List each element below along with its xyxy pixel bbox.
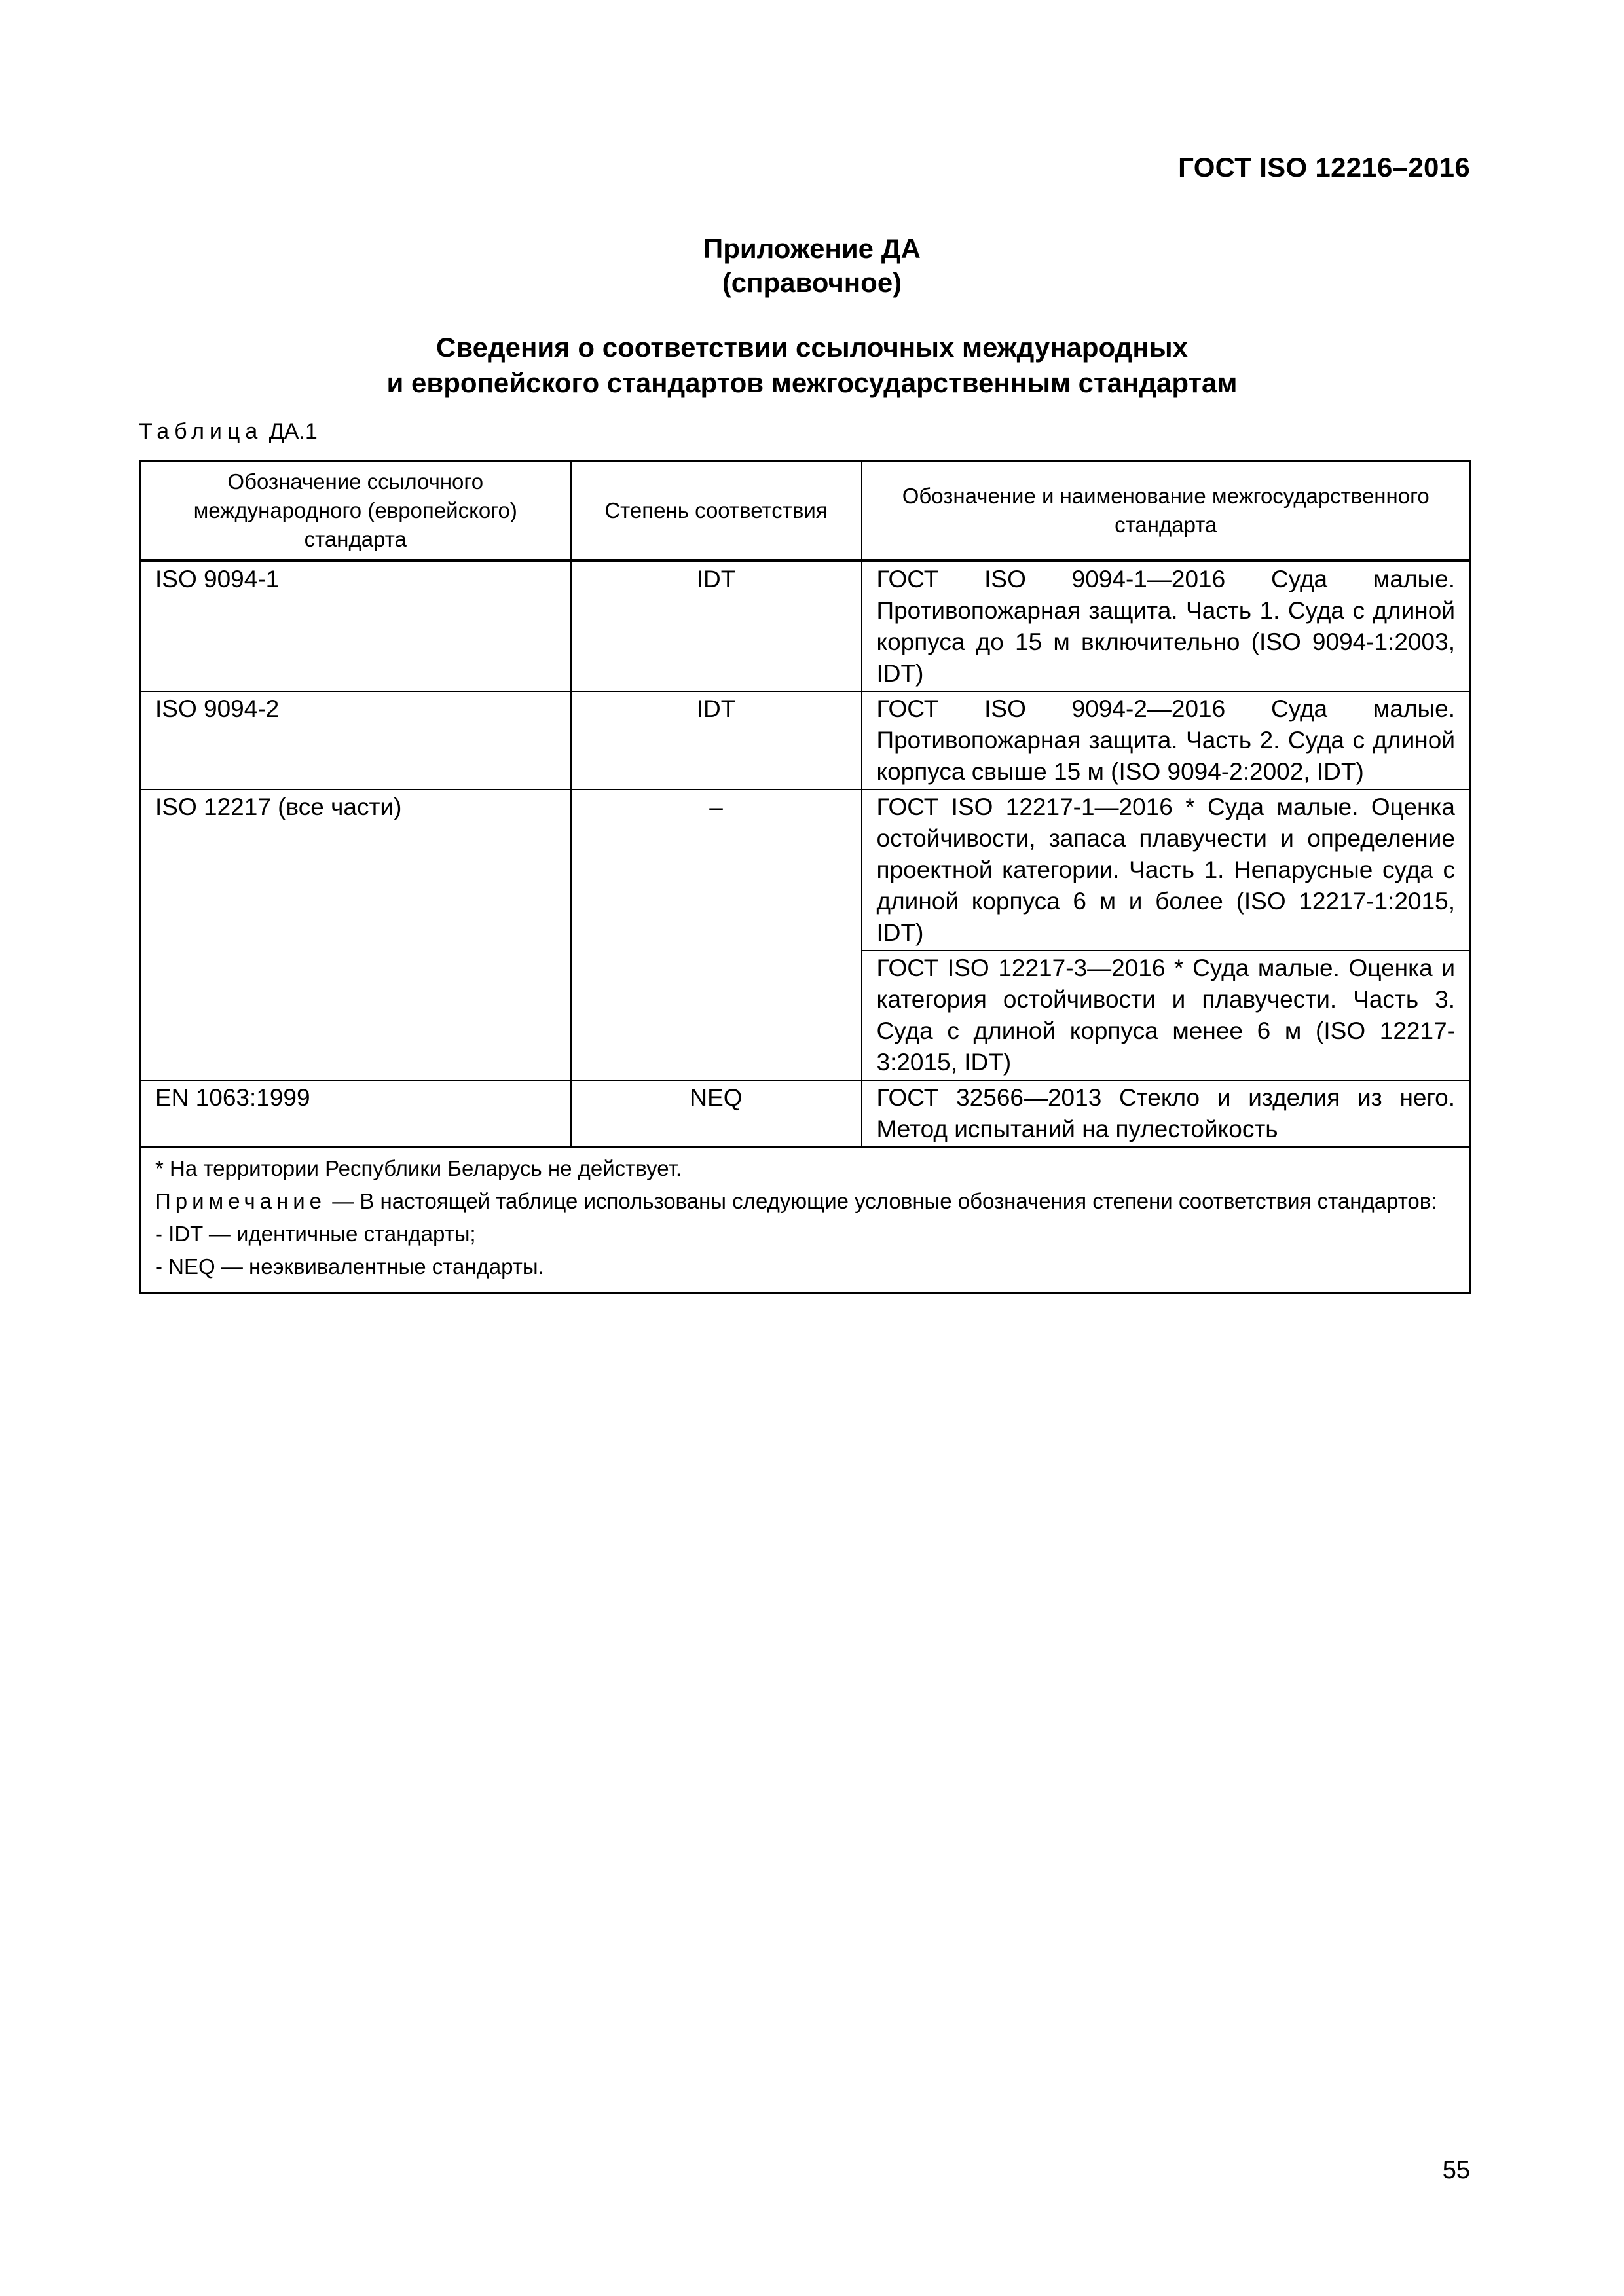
table-notes [140,1147,1471,1293]
cell-intl-code: ISO 12217 (все части) [140,790,571,1080]
cell-intl-code: ISO 9094-1 [140,561,571,692]
cell-intl-code: EN 1063:1999 [140,1080,571,1147]
table-caption [139,419,318,445]
appendix-type: (справочное) [722,267,902,298]
heading-line-1: Сведения о соответствии ссылочных международных [436,332,1188,363]
cell-degree: – [571,790,862,1080]
cell-intl-code: ISO 9094-2 [140,691,571,790]
table-caption-word: Таблица [139,419,263,444]
correspondence-table [139,460,1471,1294]
cell-interstate-name: ГОСТ ISO 9094-1—2016 Суда малые. Противопожарная защита. Часть 1. Суда с длиной корпуса до 15 м включительно (ISO 9094-1:2003, IDT) [862,561,1471,692]
note-text: — В настоящей таблице использованы следующие условные обозначения степени соответствия стандартов: [332,1189,1437,1213]
cell-degree: IDT [571,561,862,692]
table-footer-row [140,1147,1471,1293]
header-degree: Степень соответствия [571,462,862,561]
legend-neq: - NEQ — неэквивалентные стандарты. [155,1254,544,1279]
table-row [140,790,1471,951]
cell-degree: NEQ [571,1080,862,1147]
footnote: * На территории Республики Беларусь не действует. [155,1156,682,1180]
page-number: 55 [1442,2157,1470,2184]
appendix-title-block [0,232,1624,300]
header-intl-standard: Обозначение ссылочного международного (европейского) стандарта [140,462,571,561]
document-code: ГОСТ ISO 12216–2016 [1178,152,1470,183]
note-label: Примечание [155,1189,327,1213]
note [155,1187,1455,1216]
cell-interstate-name: ГОСТ ISO 9094-2—2016 Суда малые. Противопожарная защита. Часть 2. Суда с длиной корпуса свыше 15 м (ISO 9094-2:2002, IDT) [862,691,1471,790]
heading-line-2: и европейского стандартов межгосударственным стандартам [386,367,1238,398]
table-row [140,561,1471,692]
cell-interstate-name: ГОСТ 32566—2013 Стекло и изделия из него. Метод испытаний на пулестойкость [862,1080,1471,1147]
table-row [140,691,1471,790]
table-row [140,1080,1471,1147]
section-heading [0,330,1624,401]
table-header-row [140,462,1471,561]
table-caption-id: ДА.1 [268,419,318,444]
cell-interstate-name: ГОСТ ISO 12217-1—2016 * Суда малые. Оценка остойчивости, запаса плавучести и определение проектной категории. Часть 1. Непарусные суда с длиной корпуса 6 м и более (ISO 12217-1:2015, IDT) [862,790,1471,951]
legend-idt: - IDT — идентичные стандарты; [155,1222,476,1246]
header-interstate-standard: Обозначение и наименование межгосударственного стандарта [862,462,1471,561]
cell-degree: IDT [571,691,862,790]
cell-interstate-name: ГОСТ ISO 12217-3—2016 * Суда малые. Оценка и категория остойчивости и плавучести. Часть 3. Суда с длиной корпуса менее 6 м (ISO 12217-3:2015, IDT) [862,951,1471,1080]
appendix-title: Приложение ДА [703,233,921,264]
